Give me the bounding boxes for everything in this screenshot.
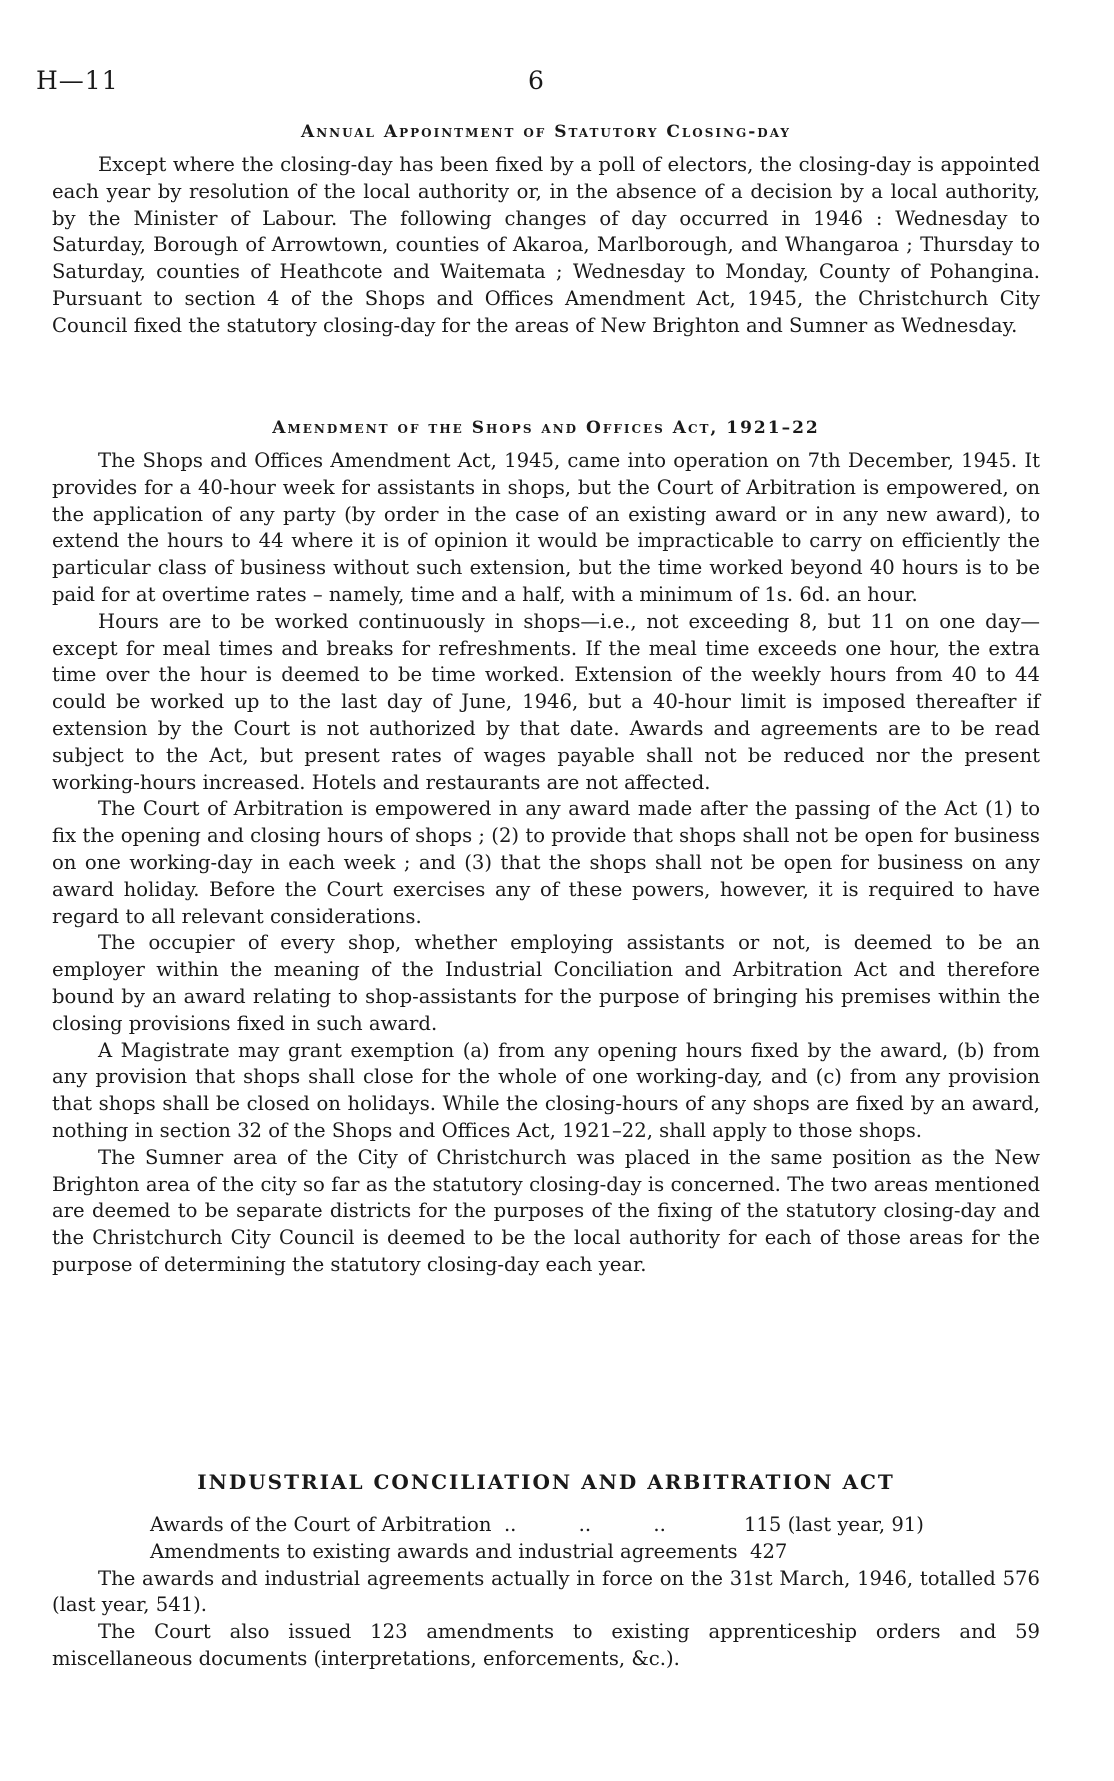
paragraph: The Sumner area of the City of Christchurch was placed in the same position as the New Brighton area of the city so far as the statutory closing-day is concerned. The two areas mentioned are deemed to be separate districts for the purposes of the fixing of the statutory closing-day and the Christchurch City Council is deemed to be the local authority for each of those areas for the purpose of determining the statutory closing-day each year.: [52, 1145, 1040, 1276]
paragraph: The Court also issued 123 amendments to existing apprenticeship orders and 59 miscellaneous documents (interpretations, enforcements, &c.).: [52, 1620, 1040, 1670]
section-heading: Amendment of the Shops and Offices Act, 1921–22: [272, 418, 820, 438]
paragraph: Except where the closing-day has been fixed by a poll of electors, the closing-day is appointed each year by resolution of the local authority or, in the absence of a decision by a local authority, by the Minister of Labour. The following changes of day occurred in 1946 : Wednesday to Saturday, Borough of Arrowtown, counties of Akaroa, Marlborough, and Whangaroa ; Thursday to Saturday, counties of Heathcote and Waitemata ; Wednesday to Monday, County of Pohangina. Pursuant to section 4 of the Shops and Offices Amendment Act, 1945, the Christchurch City Council fixed the statutory closing-day for the areas of New Brighton and Sumner as Wednesday.: [52, 153, 1040, 337]
paragraph: The awards and industrial agreements actually in force on the 31st March, 1946, totalled 576 (last year, 541).: [52, 1566, 1040, 1617]
paragraph: The Shops and Offices Amendment Act, 1945, came into operation on 7th December, 1945. It provides for a 40-hour week for assistants in shops, but the Court of Arbitration is empowered, on the application of any party (by order in the case of an existing award or in any new award), to extend the hours to 44 where it is of opinion it would be impracticable to carry on efficiently the particular class of business without such extension, but the time worked beyond 40 hours is to be paid for at overtime rates – namely, time and a half, with a minimum of 1s. 6d. an hour.: [52, 449, 1040, 606]
section-heading: Annual Appointment of Statutory Closing-day: [301, 122, 791, 142]
stat-line-amendments: [52, 1539, 1040, 1566]
stat-label: Amendments to existing awards and industrial agreements: [150, 1539, 738, 1563]
section-heading: INDUSTRIAL CONCILIATION AND ARBITRATION ACT: [197, 1470, 895, 1494]
page-header-reference: H—11: [36, 66, 119, 95]
section-industrial-conciliation: [52, 1470, 1040, 1673]
stat-value: 427: [750, 1539, 788, 1563]
leader-dots: .. .. ..: [503, 1513, 666, 1536]
page-number: 6: [528, 66, 544, 95]
section-shops-offices-amendment: [52, 418, 1040, 1279]
stat-value: 115 (last year, 91): [743, 1513, 924, 1536]
paragraph: Hours are to be worked continuously in shops—i.e., not exceeding 8, but 11 on one day—except for meal times and breaks for refreshments. If the meal time exceeds one hour, the extra time over the hour is deemed to be time worked. Extension of the weekly hours from 40 to 44 could be worked up to the last day of June, 1946, but a 40-hour limit is imposed thereafter if extension by the Court is not authorized by that date. Awards and agreements are to be read subject to the Act, but present rates of wages payable shall not be reduced nor the present working-hours increased. Hotels and restaurants are not affected.: [52, 609, 1040, 794]
stat-label: Awards of the Court of Arbitration: [150, 1513, 492, 1536]
stat-line-awards: [52, 1512, 1040, 1539]
section-statutory-closing-day: [52, 122, 1040, 340]
paragraph: The Court of Arbitration is empowered in any award made after the passing of the Act (1) to fix the opening and closing hours of shops ; (2) to provide that shops shall not be open for business on one working-day in each week ; and (3) that the shops shall not be open for business on any award holiday. Before the Court exercises any of these powers, however, it is required to have regard to all relevant considerations.: [52, 797, 1040, 928]
paragraph: A Magistrate may grant exemption (a) from any opening hours fixed by the award, (b) from any provision that shops shall close for the whole of one working-day, and (c) from any provision that shops shall be closed on holidays. While the closing-hours of any shops are fixed by an award, nothing in section 32 of the Shops and Offices Act, 1921–22, shall apply to those shops.: [52, 1038, 1040, 1142]
paragraph: The occupier of every shop, whether employing assistants or not, is deemed to be an employer within the meaning of the Industrial Conciliation and Arbitration Act and therefore bound by an award relating to shop-assistants for the purpose of bringing his premises within the closing provisions fixed in such award.: [52, 931, 1040, 1035]
